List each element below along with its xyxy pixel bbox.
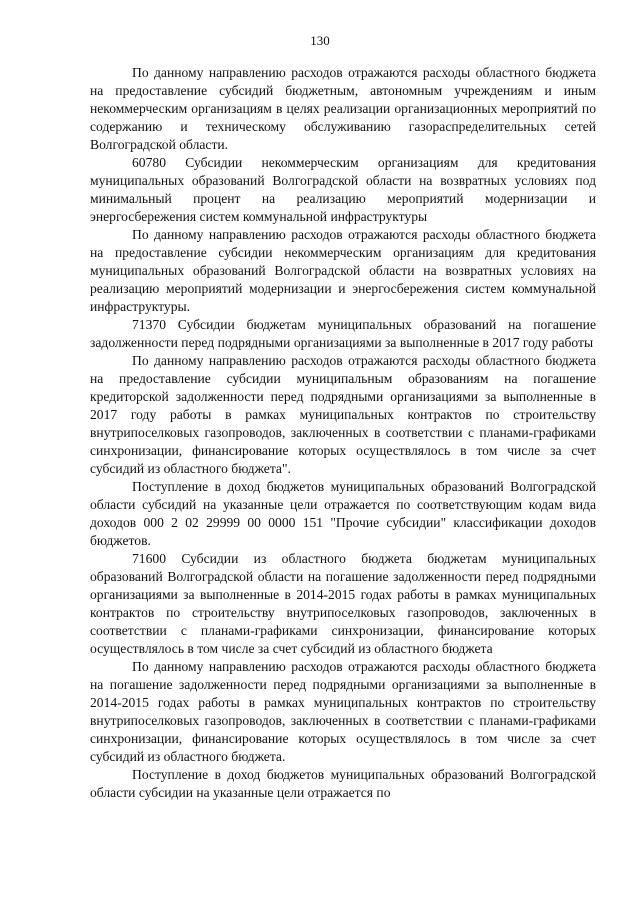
paragraph: 71600 Субсидии из областного бюджета бюджетам муниципальных образований Волгоградской области на погашение задолженности перед подрядными организациями за выполненные в 2014-2015 годах работы в рамках муниципальных контрактов по строительству внутрипоселковых газопроводов, заключенных в соответствии с планами-графиками синхронизации, финансирование которых осуществлялось в том числе за счет субсидий из областного бюджета xyxy=(90,551,596,656)
paragraph: По данному направлению расходов отражаются расходы областного бюджета на погашение задолженности перед подрядными организациями за выполненные в 2014-2015 годах работы в рамках муниципальных контрактов по строительству внутрипоселковых газопроводов, заключенных в соответствии с планами-графиками синхронизации, финансирование которых осуществлялось в том числе за счет субсидий из областного бюджета. xyxy=(90,659,596,764)
paragraph: По данному направлению расходов отражаются расходы областного бюджета на предоставление субсидии муниципальным образованиям на погашение кредиторской задолженности перед подрядными организациями за выполненные в 2017 году работы в рамках муниципальных контрактов по строительству внутрипоселковых газопроводов, заключенных в соответствии с планами-графиками синхронизации, финансирование которых осуществлялось в том числе за счет субсидий из областного бюджета". xyxy=(90,353,596,476)
document-body xyxy=(90,64,596,802)
page-number: 130 xyxy=(310,33,330,48)
paragraph: По данному направлению расходов отражаются расходы областного бюджета на предоставление субсидии некоммерческим организациям для кредитования муниципальных образований Волгоградской области на возвратных условиях на реализацию мероприятий модернизации и энергосбережения систем коммунальной инфраструктуры. xyxy=(90,227,596,314)
paragraph: 60780 Субсидии некоммерческим организациям для кредитования муниципальных образований Волгоградской области на возвратных условиях под минимальный процент на реализацию мероприятий модернизации и энергосбережения систем коммунальной инфраструктуры xyxy=(90,155,596,224)
paragraph: По данному направлению расходов отражаются расходы областного бюджета на предоставление субсидий бюджетным, автономным учреждениям и иным некоммерческим организациям в целях реализации организационных мероприятий по содержанию и техническому обслуживанию газораспределительных сетей Волгоградской области. xyxy=(90,65,596,152)
paragraph: 71370 Субсидии бюджетам муниципальных образований на погашение задолженности перед подрядными организациями за выполненные в 2017 году работы xyxy=(90,317,596,350)
paragraph: Поступление в доход бюджетов муниципальных образований Волгоградской области субсидий на указанные цели отражается по соответствующим кодам вида доходов 000 2 02 29999 00 0000 151 "Прочие субсидии" классификации доходов бюджетов. xyxy=(90,479,596,548)
paragraph: Поступление в доход бюджетов муниципальных образований Волгоградской области субсидии на указанные цели отражается по xyxy=(90,767,596,800)
